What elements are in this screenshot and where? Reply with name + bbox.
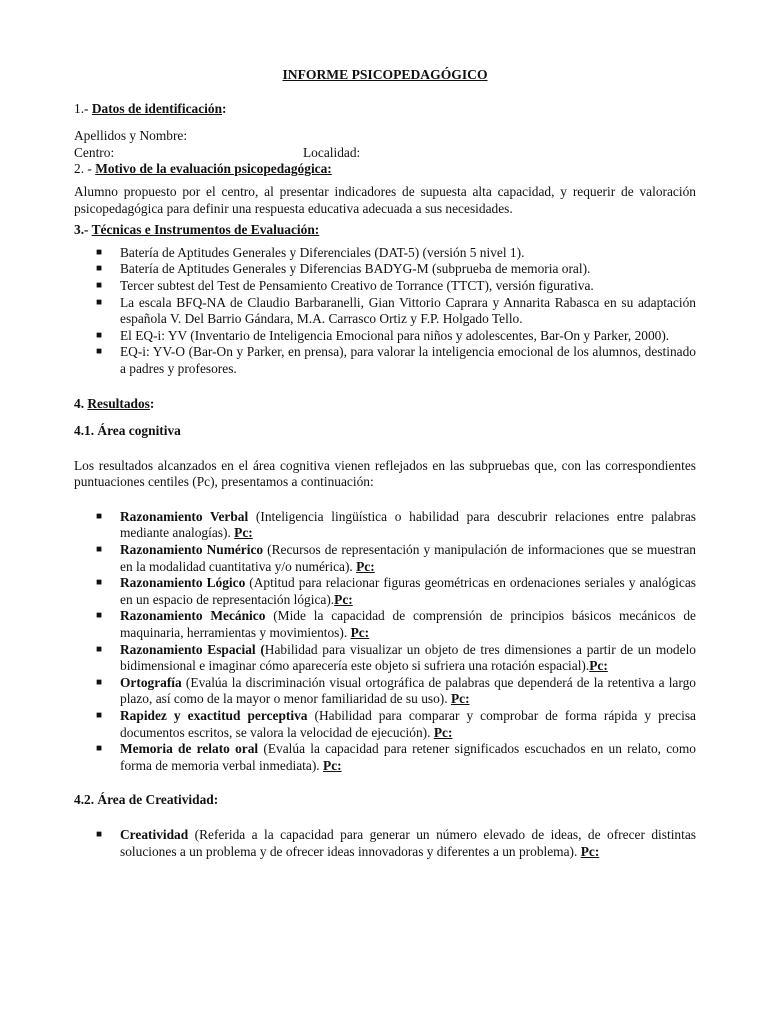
subprueba-desc: Habilidad para visualizar un objeto de tres dimensiones a partir de un modelo bidimensional e imaginar cómo aparecería este objeto si sufriera una rotación espacial). [120,641,696,674]
bullet-icon: ■ [96,296,103,308]
section-1-colon: : [222,100,227,116]
document-title: INFORME PSICOPEDAGÓGICO [282,67,488,82]
subprueba-desc: (Habilidad para comparar y comprobar de forma rápida y precisa documentos escritos, se valora la velocidad de ejecución). [120,708,696,740]
subprueba-name: Razonamiento Verbal [120,508,249,524]
pc-label: Pc: [433,724,453,740]
section-2-number: 2. - [74,161,96,177]
section-3-heading [74,222,696,239]
motivo-paragraph: Alumno propuesto por el centro, al presentar indicadores de supuesta alta capacidad, y requerir de valoración psicopedagógica para definir una respuesta educativa adecuada a sus necesidades. [74,183,696,216]
subprueba-name: Razonamiento Mecánico [120,608,266,624]
list-item [74,575,696,608]
list-item [74,741,696,774]
instrumentos-list [74,245,696,378]
name-field-label: Apellidos y Nombre: [74,128,188,144]
bullet-icon: ■ [96,743,103,755]
bullet-icon: ■ [96,246,103,258]
section-4-1-heading: 4.1. Área cognitiva [74,423,181,439]
subprueba-desc: (Inteligencia lingüística o habilidad para descubrir relaciones entre palabras mediante analogías). [120,508,696,541]
bullet-icon: ■ [96,279,103,291]
pc-label: Pc: [450,691,470,707]
creatividad-list [74,827,696,860]
subprueba-name: Rapidez y exactitud perceptiva [120,708,308,723]
subprueba-desc: (Evalúa la capacidad para retener significados escuchados en un relato, como forma de memoria verbal inmediata). [120,741,696,773]
list-item-text: Batería de Aptitudes Generales y Diferencias BADYG-M (subprueba de memoria oral). [120,261,591,277]
list-item [74,608,696,641]
bullet-icon: ■ [96,643,103,655]
pc-label: Pc: [580,843,600,859]
subprueba-desc: (Aptitud para relacionar figuras geométricas en ordenaciones seriales y analógicas en un espacio de representación lógica). [120,575,696,607]
section-2-label: Motivo de la evaluación psicopedagógica: [95,161,332,177]
list-item [74,278,696,295]
bullet-icon: ■ [96,263,103,275]
bullet-icon: ■ [96,710,103,721]
list-item-text: Batería de Aptitudes Generales y Diferenciales (DAT-5) (versión 5 nivel 1). [120,244,525,260]
section-2-heading [74,161,696,178]
section-4-heading [74,396,696,413]
list-item [74,642,696,675]
list-item [74,542,696,575]
list-item-text: EQ-i: YV-O (Bar-On y Parker, en prensa), para valorar la inteligencia emocional de los alumnos, destinado a padres y profesores. [120,344,696,376]
list-item-text: El EQ-i: YV (Inventario de Inteligencia Emocional para niños y adolescentes, Bar-On y Parker, 2000). [120,327,670,343]
section-3-number: 3.- [74,222,92,238]
subprueba-name: Razonamiento Espacial ( [120,641,265,657]
list-item [74,708,696,741]
subprueba-desc: (Evalúa la discriminación visual ortográfica de palabras que dependerá de la retentiva a largo plazo, así como de la mayor o menor familiaridad de su uso). [120,674,696,707]
pc-label: Pc: [356,558,375,574]
bullet-icon: ■ [96,676,103,688]
list-item-text: Tercer subtest del Test de Pensamiento Creativo de Torrance (TTCT), versión figurativa. [120,277,594,293]
cognitiva-intro-paragraph: Los resultados alcanzados en el área cognitiva vienen reflejados en las subpruebas que, con las correspondientes puntuaciones centiles (Pc), presentamos a continuación: [74,457,696,490]
bullet-icon: ■ [96,828,103,840]
centro-localidad-row [74,145,696,162]
bullet-icon: ■ [96,544,103,556]
bullet-icon: ■ [96,610,103,622]
list-item-text: La escala BFQ-NA de Claudio Barbaranelli, Gian Vittorio Caprara y Annarita Rabasca en su adaptación española V. Del Barrio Gándara, M.A. Carrasco Ortiz y F.P. Holgado Tello. [120,294,696,327]
pc-label: Pc: [334,591,353,607]
pc-label: Pc: [323,757,342,773]
bullet-icon: ■ [96,346,103,358]
pc-label: Pc: [350,625,370,641]
subprueba-desc: (Mide la capacidad de comprensión de principios básicos mecánicos de maquinaria, herramientas y movimientos). [120,608,696,641]
bullet-icon: ■ [96,329,103,341]
section-1-label: Datos de identificación [91,100,223,116]
list-item [74,344,696,377]
subprueba-name: Ortografía [120,674,182,690]
section-4-label: Resultados [87,395,150,411]
list-item [74,509,696,542]
list-item [74,675,696,708]
subprueba-name: Razonamiento Numérico [120,542,264,558]
subprueba-name: Razonamiento Lógico [120,575,246,591]
list-item [74,827,696,860]
subprueba-desc: (Referida a la capacidad para generar un número elevado de ideas, de ofrecer distintas soluciones a un problema y de ofrecer ideas innovadoras y diferentes a un problema). [120,826,696,859]
pc-label: Pc: [234,525,253,541]
subprueba-name: Memoria de relato oral [120,741,259,757]
subprueba-desc: (Recursos de representación y manipulación de informaciones que se muestran en la modalidad cuantitativa y/o numérica). [120,542,696,574]
list-item [74,328,696,345]
pc-label: Pc: [589,658,608,674]
centro-field-label: Centro: [74,144,115,160]
section-4-colon: : [149,395,155,411]
section-3-label: Técnicas e Instrumentos de Evaluación: [91,222,320,238]
localidad-field-label: Localidad: [303,144,361,160]
bullet-icon: ■ [96,577,103,589]
list-item [74,295,696,328]
subprueba-name: Creatividad [120,826,189,842]
list-item [74,261,696,278]
section-4-number: 4. [74,395,88,411]
subpruebas-list [74,509,696,775]
section-4-2-heading: 4.2. Área de Creatividad: [74,792,219,808]
bullet-icon: ■ [96,510,103,522]
report-body [74,67,696,860]
section-1-number: 1.- [74,100,92,116]
section-1-heading [74,101,696,118]
list-item [74,245,696,262]
